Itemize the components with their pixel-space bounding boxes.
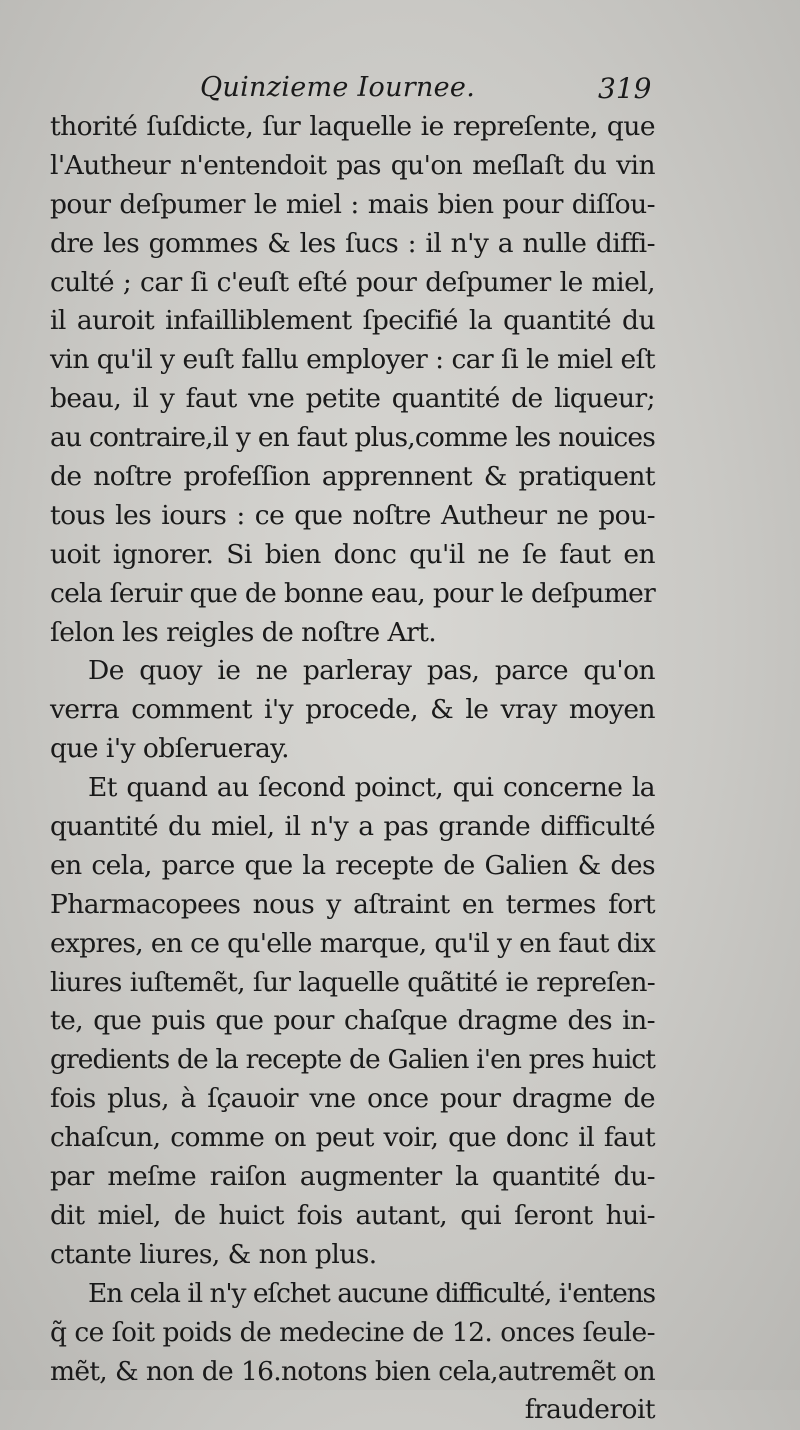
text-line: expres, en ce qu'elle marque, qu'il y en faut dix [50, 927, 655, 959]
text-line: au contraire,il y en faut plus,comme les nouices [50, 422, 655, 454]
text-line: chaſcun, comme on peut voir, que donc il faut [50, 1122, 655, 1154]
text-line: ſelon les reigles de noſtre Art. [50, 616, 437, 648]
text-line: Pharmacopees nous y aſtraint en termes fort [50, 888, 655, 920]
text-line: gredients de la recepte de Galien i'en pres huict [50, 1044, 655, 1076]
text-line: vin qu'il y euſt fallu employer : car ſi le miel eſt [50, 344, 655, 376]
text-line: par meſme raiſon augmenter la quantité du- [50, 1161, 655, 1193]
text-line: En cela il n'y eſchet aucune difficulté, i'entens [88, 1277, 655, 1309]
text-line: te, que puis que pour chaſque dragme des in- [50, 1005, 655, 1037]
text-line: q̃ ce ſoit poids de medecine de 12. onces ſeule- [50, 1316, 655, 1348]
page-number: 319 [598, 72, 652, 105]
catchword: frauderoit [524, 1394, 655, 1426]
text-line: fois plus, à ſçauoir vne once pour dragme de [50, 1083, 655, 1115]
running-title: Quinzieme Iournee. [200, 72, 476, 103]
text-line: cela ſeruir que de bonne eau, pour le deſpumer [50, 577, 655, 609]
text-line: que i'y obſerueray. [50, 733, 290, 765]
text-line: liures iuſtemẽt, ſur laquelle quãtité ie repreſen- [50, 966, 655, 998]
text-line: verra comment i'y procede, & le vray moyen [50, 694, 655, 726]
text-line: Et quand au ſecond poinct, qui concerne la [88, 772, 655, 804]
text-line: mẽt, & non de 16.notons bien cela,autremẽt on [50, 1355, 655, 1387]
text-line: ctante liures, & non plus. [50, 1238, 377, 1270]
text-line: dit miel, de huict fois autant, qui ſeront hui- [50, 1199, 655, 1231]
body-text [50, 108, 655, 1430]
text-line: dre les gommes & les ſucs : il n'y a nulle diffi- [50, 227, 655, 259]
text-line: en cela, parce que la recepte de Galien & des [50, 849, 655, 881]
text-line: de noſtre profeſſion apprennent & pratiquent [50, 461, 655, 493]
text-line: thorité ſuſdicte, ſur laquelle ie repreſente, que [50, 111, 655, 142]
text-line: quantité du miel, il n'y a pas grande difficulté [50, 811, 655, 843]
text-line: De quoy ie ne parleray pas, parce qu'on [88, 655, 655, 687]
text-line: pour deſpumer le miel : mais bien pour diſſou- [50, 188, 655, 220]
text-line: tous les iours : ce que noſtre Autheur ne pou- [50, 499, 655, 531]
text-line: culté ; car ſi c'euſt eſté pour deſpumer le miel, [50, 266, 655, 298]
text-line: beau, il y faut vne petite quantité de liqueur; [50, 383, 655, 415]
text-line: l'Autheur n'entendoit pas qu'on meſlaſt du vin [50, 149, 655, 181]
running-head [0, 72, 660, 112]
text-line: il auroit infailliblement ſpecifié la quantité du [50, 305, 655, 337]
text-line: uoit ignorer. Si bien donc qu'il ne ſe faut en [50, 538, 655, 570]
